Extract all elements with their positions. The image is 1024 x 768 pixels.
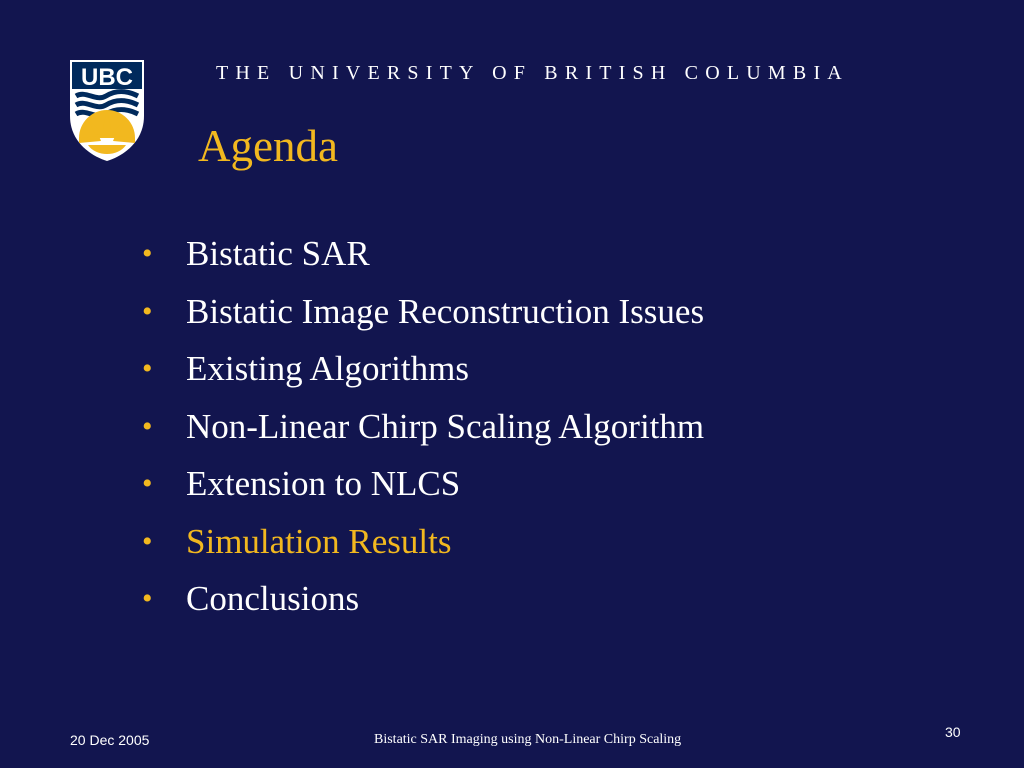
bullet-icon: • (142, 582, 153, 615)
agenda-list (142, 230, 704, 633)
agenda-item-label: Non-Linear Chirp Scaling Algorithm (186, 406, 705, 446)
page-title: Agenda (198, 121, 338, 171)
logo-text: UBC (81, 64, 133, 91)
agenda-item-bistatic-sar (142, 230, 704, 288)
agenda-item-reconstruction-issues (142, 288, 704, 346)
bullet-icon: • (142, 467, 153, 500)
agenda-item-extension-to-nlcs (142, 460, 704, 518)
agenda-item-label: Existing Algorithms (186, 349, 469, 388)
bullet-icon: • (142, 524, 153, 558)
agenda-item-existing-algorithms (142, 345, 704, 403)
bullet-icon: • (142, 294, 153, 328)
footer-date: 20 Dec 2005 (70, 732, 150, 748)
agenda-item-label: Bistatic SAR (186, 234, 370, 273)
agenda-item-label: Simulation Results (186, 521, 452, 561)
bullet-icon: • (142, 352, 153, 385)
university-name: THE UNIVERSITY OF BRITISH COLUMBIA (216, 62, 849, 84)
agenda-item-nlcs-algorithm (142, 403, 704, 461)
agenda-item-simulation-results (142, 518, 704, 576)
agenda-item-label: Extension to NLCS (186, 464, 461, 503)
agenda-item-label: Bistatic Image Reconstruction Issues (186, 291, 705, 331)
footer-title: Bistatic SAR Imaging using Non-Linear Chirp Scaling (374, 732, 682, 747)
bullet-icon: • (142, 237, 153, 270)
agenda-item-conclusions (142, 575, 704, 633)
bullet-icon: • (142, 409, 153, 443)
agenda-item-label: Conclusions (186, 579, 360, 618)
ubc-crest-icon (68, 58, 146, 162)
page-number: 30 (945, 724, 961, 740)
